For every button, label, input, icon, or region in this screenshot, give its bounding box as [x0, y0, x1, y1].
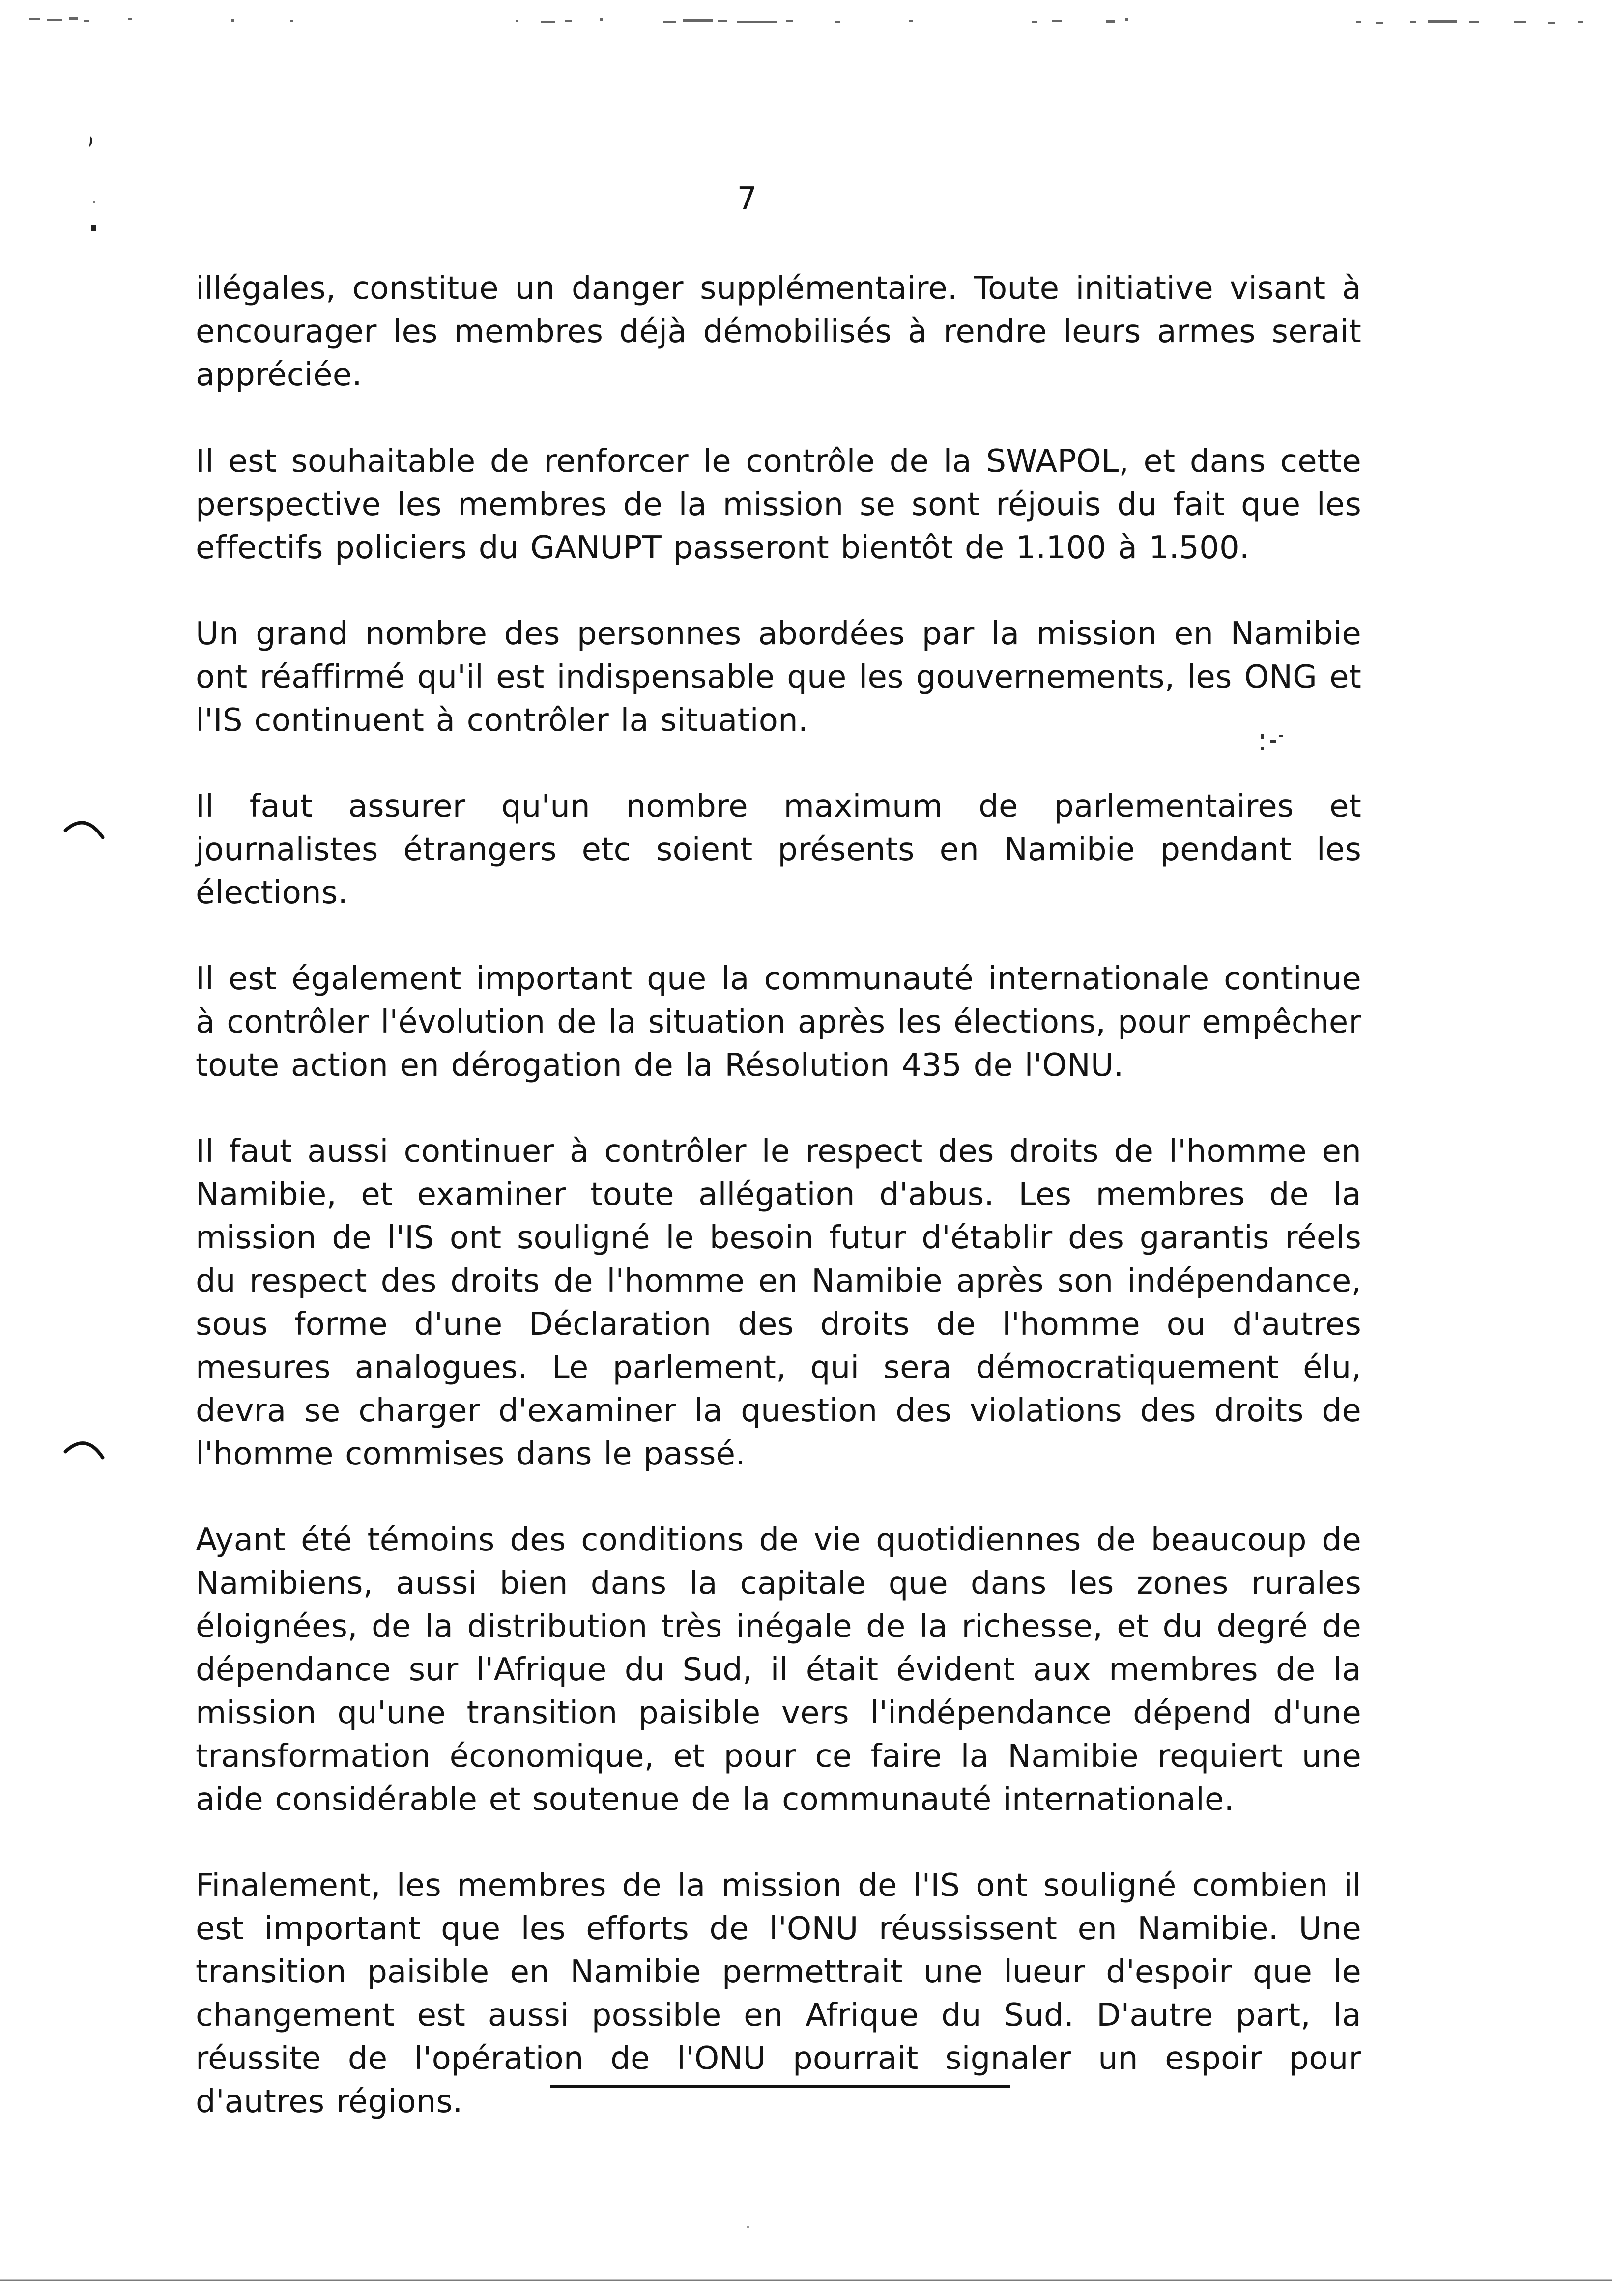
paragraph-swapol: Il est souhaitable de renforcer le contrôle de la SWAPOL, et dans cette perspective les membres de la mission se sont réjouis du fait que les effectifs policiers du GANUPT passeront bientôt de 1.100 à 1.500. [196, 443, 1361, 566]
body-text [196, 267, 1361, 2166]
paragraph-monitoring: Un grand nombre des personnes abordées par la mission en Namibie ont réaffirmé qu'il est indispensable que les gouvernements, les ONG et l'IS continuent à contrôler la situation. [196, 616, 1361, 739]
paragraph-human-rights: Il faut aussi continuer à contrôler le respect des droits de l'homme en Namibie, et examiner toute allégation d'abus. Les membres de la mission de l'IS ont souligné le besoin futur d'établir des garantis réels du respect des droits de l'homme en Namibie après son indépendance, sous forme d'une Déclaration des droits de l'homme ou d'autres mesures analogues. Le parlement, qui sera démocratiquement élu, devra se charger d'examiner la question des violations des droits de l'homme commises dans le passé. [196, 1133, 1361, 1472]
closing-rule [550, 2085, 1010, 2088]
paragraph-post-elections: Il est également important que la communauté internationale continue à contrôler l'évolution de la situation après les élections, pour empêcher toute action en dérogation de la Résolution 435 de l'ONU. [196, 961, 1361, 1084]
paragraph-observers: Il faut assurer qu'un nombre maximum de parlementaires et journalistes étrangers etc soient présents en Namibie pendant les élections. [196, 788, 1361, 911]
top-edge-speckle [29, 17, 1583, 24]
paragraph-continued: illégales, constitue un danger supplémentaire. Toute initiative visant à encourager les membres déjà démobilisés à rendre leurs armes serait appréciée. [196, 270, 1361, 393]
punch-hole-marks [65, 823, 103, 1458]
page-number: 7 [737, 181, 757, 217]
left-margin-marks [89, 136, 96, 231]
paragraph-economy: Ayant été témoins des conditions de vie quotidiennes de beaucoup de Namibiens, aussi bien dans la capitale que dans les zones rurales éloignées, de la distribution très inégale de la richesse, et du degré de dépendance sur l'Afrique du Sud, il était évident aux membres de la mission qu'une transition paisible vers l'indépendance dépend d'une transformation économique, et pour ce faire la Namibie requiert une aide considérable et soutenue de la communauté internationale. [196, 1522, 1361, 1818]
paragraph-conclusion: Finalement, les membres de la mission de l'IS ont souligné combien il est important que les efforts de l'ONU réussissent en Namibie. Une transition paisible en Namibie permettrait une lueur d'espoir que le changement est aussi possible en Afrique du Sud. D'autre part, la réussite de l'opération de l'ONU pourrait signaler un espoir pour d'autres régions. [196, 1867, 1361, 2120]
